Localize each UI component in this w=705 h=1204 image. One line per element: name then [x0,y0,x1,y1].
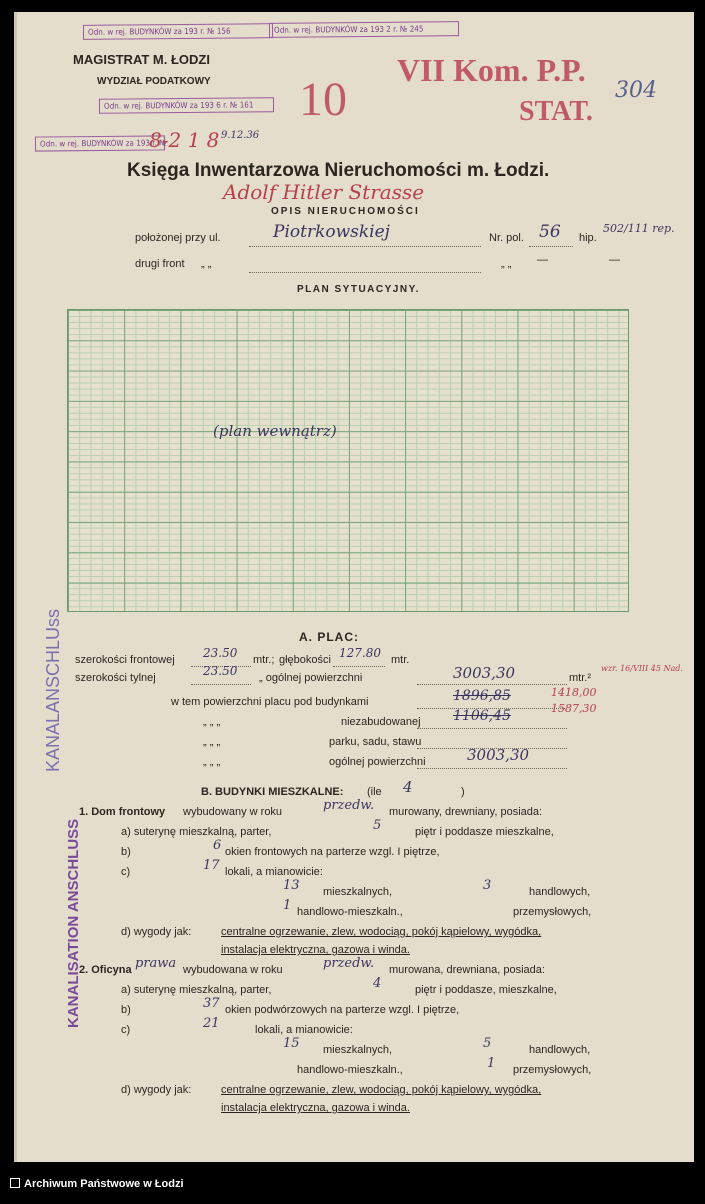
drugi-dash-2: — [609,254,620,266]
oficyna-rok: przedw. [323,956,375,971]
archive-footer [0,1170,705,1204]
ditto-2: „ „ „ [203,736,221,748]
subtitle: OPIS NIERUCHOMOŚCI [271,206,420,217]
dom-handl: handlowych, [529,886,591,898]
glebokosci-value: 127.80 [339,646,381,660]
hip-value: 502/111 rep. [603,222,675,235]
park-label: parku, sadu, stawu [329,736,422,748]
hip-label: hip. [579,232,597,244]
oficyna-hm: handlowo-mieszkaln., [297,1064,403,1076]
ile-value: 4 [403,778,413,796]
dom-wyb: wybudowany w roku [183,806,283,818]
page-title: Księga Inwentarzowa Nieruchomości m. Łodzi. [127,160,550,181]
dom-c-value: 17 [203,858,220,873]
dom-a: a) suterynę mieszkalną, parter, [121,826,272,838]
mtr-sq-label: mtr.² [569,672,591,684]
oficyna-a-value: 4 [373,976,382,991]
red-overwrite: Adolf Hitler Strasse [223,180,425,204]
oficyna-b: b) [121,1004,131,1016]
plac-title: A. PLAC: [299,630,359,644]
wydzial-heading: WYDZIAŁ PODATKOWY [97,76,211,87]
ogolnej2-value: 3003,30 [467,746,530,764]
oficyna-c-value: 21 [203,1016,220,1031]
niezab-label: niezabudowanej [341,716,421,728]
oficyna-handl: handlowych, [529,1044,591,1056]
niezab-old: 1106,45 [453,708,511,724]
dom-mieszk-value: 13 [283,878,300,893]
dom-hm-value: 1 [283,898,292,913]
archive-logo-icon [10,1178,20,1188]
dom-mat: murowany, drewniany, posiada: [389,806,543,818]
oficyna-c: c) [121,1024,131,1036]
dom-przem: przemysłowych, [513,906,592,918]
pod-bud-old: 1896,85 [453,688,511,704]
dom-hm: handlowo-mieszkaln., [297,906,403,918]
pod-bud-new: 1418,00 [551,686,597,699]
corner-number: 304 [615,78,657,103]
oficyna-handl-value: 5 [483,1036,492,1051]
dom-b-rest: okien frontowych na parterze wzgl. I piętrze, [225,846,440,858]
big-number-stamp: 10 [299,73,347,126]
ditto-1: „ „ „ [203,716,221,728]
dom-c: c) [121,866,131,878]
document-page [14,12,694,1162]
plan-grid [67,309,629,612]
ogolnej-value: 3003,30 [453,664,516,682]
oficyna-c-rest: lokali, a mianowicie: [255,1024,353,1036]
polozonej-label: położonej przy ul. [135,232,221,244]
plan-note: (plan wewnątrz) [213,422,337,440]
dom-c-rest: lokali, a mianowicie: [225,866,323,878]
mtr-label-1: mtr.; [253,654,275,666]
oficyna-a-rest: piętr i poddasze, mieszkalne, [415,984,557,996]
szer-front-label: szerokości frontowej [75,654,175,666]
dom-rok: przedw. [323,798,375,813]
oficyna-przem: przemysłowych, [513,1064,592,1076]
nr-pol-value: 56 [539,222,561,242]
wtem-label: w tem powierzchni placu pod budynkami [171,696,369,708]
szer-front-value: 23.50 [203,646,238,660]
dom-b: b) [121,846,131,858]
ogolnej-label: „ ogólnej powierzchni [259,672,363,684]
dom-d-rest: centralne ogrzewanie, zlew, wodociąg, pokój kąpielowy, wygódka, [221,926,542,938]
glebokosci-label: głębokości [279,654,331,666]
side-stamp-upper: KANALANSCHLUss [43,608,63,772]
oficyna-przem-value: 1 [487,1056,496,1071]
dom-d-rest2: instalacja elektryczna, gazowa i winda. [221,944,410,956]
registry-stamp-top2: Odn. w rej. BUDYNKÓW za 193 2 r. № 245 [269,21,459,38]
ile-label: (ile [367,786,382,798]
oficyna-mat: murowana, drewniana, posiada: [389,964,545,976]
drugi-dash-1: — [537,254,548,266]
plan-title: PLAN SYTUACYJNY. [297,284,420,295]
stat-stamp: STAT. [519,96,593,127]
budynki-title: B. BUDYNKI MIESZKALNE: [201,786,344,798]
niezab-new: 1587,30 [551,702,597,715]
oficyna-wyb: wybudowana w roku [183,964,283,976]
stamp-left-handwriting: 8-2 1 8 [149,128,220,152]
oficyna-hand: prawa [135,956,177,971]
registry-stamp-top1: Odn. w rej. BUDYNKÓW za 193 r. № 156 [83,23,273,40]
ditto-3: „ „ „ [203,756,221,768]
oficyna-d-rest2: instalacja elektryczna, gazowa i winda. [221,1102,410,1114]
street-value: Piotrkowskiej [273,222,390,242]
dom-a-value: 5 [373,818,382,833]
dom-title: 1. Dom frontowy [79,806,166,818]
oficyna-mieszk: mieszkalnych, [323,1044,393,1056]
drugi-front-ditto: „ „ [201,258,212,270]
dom-b-value: 6 [213,838,222,853]
archive-name: Archiwum Państwowe w Łodzi [24,1178,184,1190]
side-stamp-lower: KANALISATION ANSCHLUSS [65,818,82,1028]
oficyna-a: a) suterynę mieszkalną, parter, [121,984,272,996]
oficyna-d-rest: centralne ogrzewanie, zlew, wodociąg, pokój kąpielowy, wygódka, [221,1084,542,1096]
oficyna-b-rest: okien podwórzowych na parterze wzgl. I piętrze, [225,1004,460,1016]
szer-tyl-value: 23.50 [203,664,238,678]
nr-pol-label: Nr. pol. [489,232,524,244]
dom-d: d) wygody jak: [121,926,192,938]
plac-margin-note: wzr. 16/VIII 45 Nad. [601,664,683,673]
stamp-left-date: 9.12.36 [221,130,260,141]
registry-stamp-mid: Odn. w rej. BUDYNKÓW za 193 6 r. № 161 [99,97,274,114]
oficyna-d: d) wygody jak: [121,1084,192,1096]
oficyna-b-value: 37 [203,996,220,1011]
magistrat-heading: MAGISTRAT M. ŁODZI [73,52,210,67]
ogolnej2-label: ogólnej powierzchni [329,756,426,768]
registry-stamp-left: Odn. w rej. BUDYNKÓW za 193 r. № [35,135,165,151]
oficyna-title: 2. Oficyna [79,964,132,976]
drugi-nr-label: „ „ [501,258,512,270]
mtr-label-2: mtr. [391,654,410,666]
dom-handl-value: 3 [483,878,492,893]
vii-kom-stamp: VII Kom. P.P. [397,52,586,88]
szer-tyl-label: szerokości tylnej [75,672,156,684]
oficyna-mieszk-value: 15 [283,1036,300,1051]
drugi-front-label: drugi front [135,258,185,270]
ile-close: ) [461,786,465,798]
dom-a-rest: piętr i poddasze mieszkalne, [415,826,554,838]
dom-mieszk: mieszkalnych, [323,886,393,898]
